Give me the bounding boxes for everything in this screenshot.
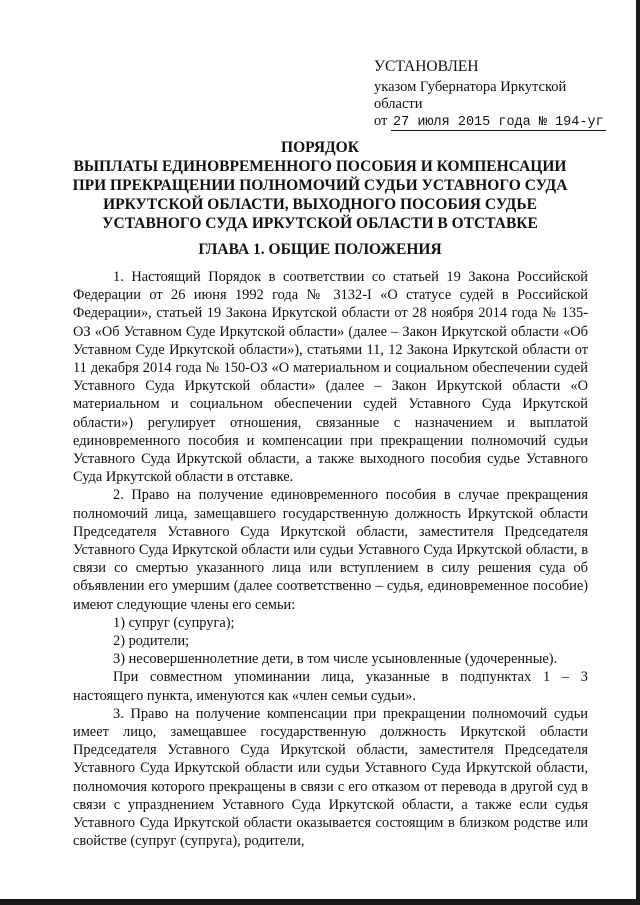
paragraph-3: 3. Право на получение компенсации при прекращении полномочий судьи имеет лицо, замещавшее государственную должность Иркутской области Председателя Уставного Суда Иркутской области, заместителя Председателя Уставного Суда Иркутской области или судьи Уставного Суда Иркутской области, полномочия которого прекращены в связи с его отказом от перевода в другой суд в связи с упразднением Уставного Суда Иркутской области, а также если судья Уставного Суда Иркутской области оказывается состоящим в близком родстве или свойстве (супруг (супруга), родители, xyxy=(73,705,588,850)
list-item-2: 2) родители; xyxy=(113,633,190,650)
approval-stamp xyxy=(374,58,634,131)
approval-line-2: области xyxy=(374,96,423,112)
scan-edge-bottom xyxy=(0,899,640,905)
list-item-3: 3) несовершеннолетние дети, в том числе усыновленные (удочеренные). xyxy=(113,651,558,668)
paragraph-note: При совместном упоминании лица, указанные в подпунктах 1 – 3 настоящего пункта, именуются как «член семьи судьи». xyxy=(73,669,588,704)
title-line-1: ПОРЯДОК xyxy=(281,139,359,156)
approval-date-value: 27 июля 2015 года № 194-уг xyxy=(393,115,604,130)
list-item-1: 1) супруг (супруга); xyxy=(113,614,235,631)
title-line-3: ПРИ ПРЕКРАЩЕНИИ ПОЛНОМОЧИЙ СУДЬИ УСТАВНОГО СУДА xyxy=(72,177,568,194)
approval-date-prefix: от xyxy=(374,113,388,129)
paragraph-1: 1. Настоящий Порядок в соответствии со статьей 19 Закона Российской Федерации от 26 июня 1992 года № 3132-I «О статусе судей в Российской Федерации», статьей 19 Закона Иркутской области от 28 ноября 2014 года № 135-ОЗ «Об Уставном Суде Иркутской области» (далее – Закон Иркутской области «Об Уставном Суде Иркутской области»), статьями 11, 12 Закона Иркутской области от 11 декабря 2014 года № 150-ОЗ «О материальном и социальном обеспечении судей Уставного Суда Иркутской области» (далее – Закон Иркутской области «О материальном и социальном обеспечении судей Уставного Суда Иркутской области») регулирует отношения, связанные с назначением и выплатой единовременного пособия и компенсации при прекращении полномочий судьи Уставного Суда Иркутской области, а также выходного пособия судье Уставного Суда Иркутской области в отставке. xyxy=(73,269,588,486)
approval-line-1: указом Губернатора Иркутской xyxy=(374,79,567,95)
title-line-2: ВЫПЛАТЫ ЕДИНОВРЕМЕННОГО ПОСОБИЯ И КОМПЕНСАЦИИ xyxy=(73,158,567,175)
approval-heading: УСТАНОВЛЕН xyxy=(374,58,479,75)
title-line-4: ИРКУТСКОЙ ОБЛАСТИ, ВЫХОДНОГО ПОСОБИЯ СУДЬЕ xyxy=(103,196,537,213)
paragraph-2: 2. Право на получение единовременного пособия в случае прекращения полномочий лица, замещавшего государственную должность Иркутской области Председателя Уставного Суда Иркутской области, заместителя Председателя Уставного Суда Иркутской области или судьи Уставного Суда Иркутской области, в связи со смертью указанного лица или вступлением в силу решения суда об объявлении его умершим (далее соответственно – судья, единовременное пособие) имеют следующие члены его семьи: xyxy=(73,487,588,613)
document-body xyxy=(73,268,588,851)
chapter-heading: ГЛАВА 1. ОБЩИЕ ПОЛОЖЕНИЯ xyxy=(198,241,442,258)
scan-edge-right xyxy=(636,0,640,905)
document-title xyxy=(40,138,600,233)
approval-date-line xyxy=(374,113,634,131)
title-line-5: УСТАВНОГО СУДА ИРКУТСКОЙ ОБЛАСТИ В ОТСТАВКЕ xyxy=(102,215,538,232)
